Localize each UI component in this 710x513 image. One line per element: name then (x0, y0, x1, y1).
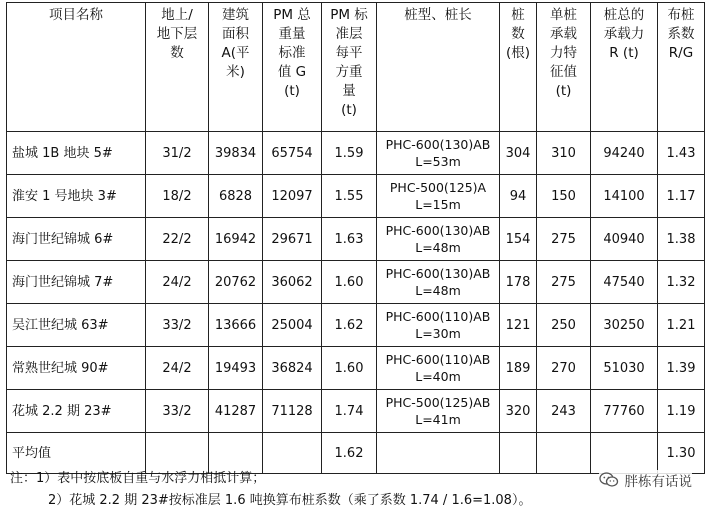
pile-length-text: L=41m (415, 412, 461, 427)
cell-area: 41287 (209, 390, 263, 433)
cell-ratio: 1.43 (658, 132, 705, 175)
cell-total-weight: 25004 (263, 304, 322, 347)
cell-average-per-m2: 1.62 (322, 433, 377, 474)
table-row (7, 304, 705, 347)
header-area: 建筑 面积 A(平 米) (209, 3, 263, 132)
cell-weight-per-m2: 1.63 (322, 218, 377, 261)
table-row (7, 132, 705, 175)
header-pile-type: 桩型、桩长 (377, 3, 500, 132)
table-row (7, 175, 705, 218)
pile-type-text: PHC-600(130)AB (385, 223, 491, 238)
cell-name: 盐城 1B 地块 5# (7, 132, 146, 175)
cell-total-capacity: 77760 (591, 390, 658, 433)
header-total-weight: PM 总 重量 标准 值 G (t) (263, 3, 322, 132)
cell-weight-per-m2: 1.60 (322, 261, 377, 304)
cell-pile-type (377, 347, 500, 390)
cell-area: 6828 (209, 175, 263, 218)
pile-length-text: L=40m (415, 369, 461, 384)
cell-pile-type (377, 218, 500, 261)
cell-pile-count: 94 (500, 175, 537, 218)
pile-length-text: L=30m (415, 326, 461, 341)
cell-average-ratio: 1.30 (658, 433, 705, 474)
cell-ratio: 1.17 (658, 175, 705, 218)
pile-length-text: L=15m (415, 197, 461, 212)
cell-average-label: 平均值 (7, 433, 146, 474)
pile-type-text: PHC-600(110)AB (385, 309, 491, 324)
cell-single-capacity: 275 (537, 261, 591, 304)
table-row (7, 218, 705, 261)
cell-pile-count: 320 (500, 390, 537, 433)
cell-name: 淮安 1 号地块 3# (7, 175, 146, 218)
cell-floors: 24/2 (146, 261, 209, 304)
watermark-text: 胖栋有话说 (624, 474, 692, 490)
header-pile-count: 桩 数 (根) (500, 3, 537, 132)
cell-pile-type (377, 304, 500, 347)
cell-name: 常熟世纪城 90# (7, 347, 146, 390)
cell-total-capacity: 47540 (591, 261, 658, 304)
cell-name: 海门世纪锦城 7# (7, 261, 146, 304)
pile-length-text: L=53m (415, 154, 461, 169)
cell-pile-count: 189 (500, 347, 537, 390)
cell-ratio: 1.19 (658, 390, 705, 433)
cell-area: 13666 (209, 304, 263, 347)
note-line-1: 注：1）表中按底板自重与水浮力相抵计算； (10, 471, 266, 486)
page-content (6, 2, 704, 474)
pile-type-text: PHC-500(125)AB (385, 395, 491, 410)
cell-ratio: 1.39 (658, 347, 705, 390)
header-ratio: 布桩 系数 R/G (658, 3, 705, 132)
cell-weight-per-m2: 1.74 (322, 390, 377, 433)
cell-single-capacity: 150 (537, 175, 591, 218)
cell-total-weight: 12097 (263, 175, 322, 218)
cell-total-capacity: 40940 (591, 218, 658, 261)
cell-total-capacity: 14100 (591, 175, 658, 218)
cell-single-capacity: 270 (537, 347, 591, 390)
cell-pile-count: 121 (500, 304, 537, 347)
cell-area: 19493 (209, 347, 263, 390)
header-project-name: 项目名称 (7, 3, 146, 132)
cell-weight-per-m2: 1.55 (322, 175, 377, 218)
cell-total-capacity: 51030 (591, 347, 658, 390)
cell-name: 花城 2.2 期 23# (7, 390, 146, 433)
header-single-capacity: 单桩 承载 力特 征值 (t) (537, 3, 591, 132)
table-row (7, 347, 705, 390)
table-row (7, 261, 705, 304)
cell-area: 16942 (209, 218, 263, 261)
cell-pile-type (377, 390, 500, 433)
cell-ratio: 1.21 (658, 304, 705, 347)
header-total-capacity: 桩总的 承载力 R (t) (591, 3, 658, 132)
cell-pile-type (377, 261, 500, 304)
header-weight-per-m2: PM 标 准层 每平 方重 量 (t) (322, 3, 377, 132)
table-header-row (7, 3, 705, 132)
cell-total-weight: 36062 (263, 261, 322, 304)
cell-name: 吴江世纪城 63# (7, 304, 146, 347)
cell-pile-type (377, 175, 500, 218)
pile-design-table (6, 2, 705, 474)
wechat-icon (599, 472, 619, 488)
pile-length-text: L=48m (415, 283, 461, 298)
pile-type-text: PHC-600(130)AB (385, 137, 491, 152)
cell-single-capacity: 310 (537, 132, 591, 175)
cell-pile-type (377, 132, 500, 175)
pile-type-text: PHC-500(125)A (389, 180, 487, 195)
cell-name: 海门世纪锦城 6# (7, 218, 146, 261)
cell-pile-count: 178 (500, 261, 537, 304)
cell-total-capacity: 30250 (591, 304, 658, 347)
cell-pile-count: 304 (500, 132, 537, 175)
note-line-2: 2）花城 2.2 期 23#按标准层 1.6 吨换算布桩系数（乘了系数 1.74 / 1.6=1.08）。 (48, 493, 532, 508)
cell-total-weight: 65754 (263, 132, 322, 175)
cell-total-weight: 71128 (263, 390, 322, 433)
cell-total-weight: 29671 (263, 218, 322, 261)
cell-ratio: 1.38 (658, 218, 705, 261)
cell-single-capacity: 275 (537, 218, 591, 261)
header-floors: 地上/ 地下层 数 (146, 3, 209, 132)
watermark (599, 470, 693, 490)
cell-total-weight: 36824 (263, 347, 322, 390)
pile-length-text: L=48m (415, 240, 461, 255)
cell-single-capacity: 250 (537, 304, 591, 347)
cell-floors: 22/2 (146, 218, 209, 261)
cell-weight-per-m2: 1.62 (322, 304, 377, 347)
cell-ratio: 1.32 (658, 261, 705, 304)
cell-weight-per-m2: 1.59 (322, 132, 377, 175)
table-row (7, 390, 705, 433)
cell-floors: 33/2 (146, 390, 209, 433)
pile-type-text: PHC-600(110)AB (385, 352, 491, 367)
table-notes (10, 468, 700, 512)
cell-floors: 33/2 (146, 304, 209, 347)
cell-floors: 24/2 (146, 347, 209, 390)
cell-single-capacity: 243 (537, 390, 591, 433)
pile-type-text: PHC-600(130)AB (385, 266, 491, 281)
cell-pile-count: 154 (500, 218, 537, 261)
cell-total-capacity: 94240 (591, 132, 658, 175)
cell-floors: 31/2 (146, 132, 209, 175)
cell-floors: 18/2 (146, 175, 209, 218)
cell-weight-per-m2: 1.60 (322, 347, 377, 390)
cell-area: 20762 (209, 261, 263, 304)
cell-area: 39834 (209, 132, 263, 175)
